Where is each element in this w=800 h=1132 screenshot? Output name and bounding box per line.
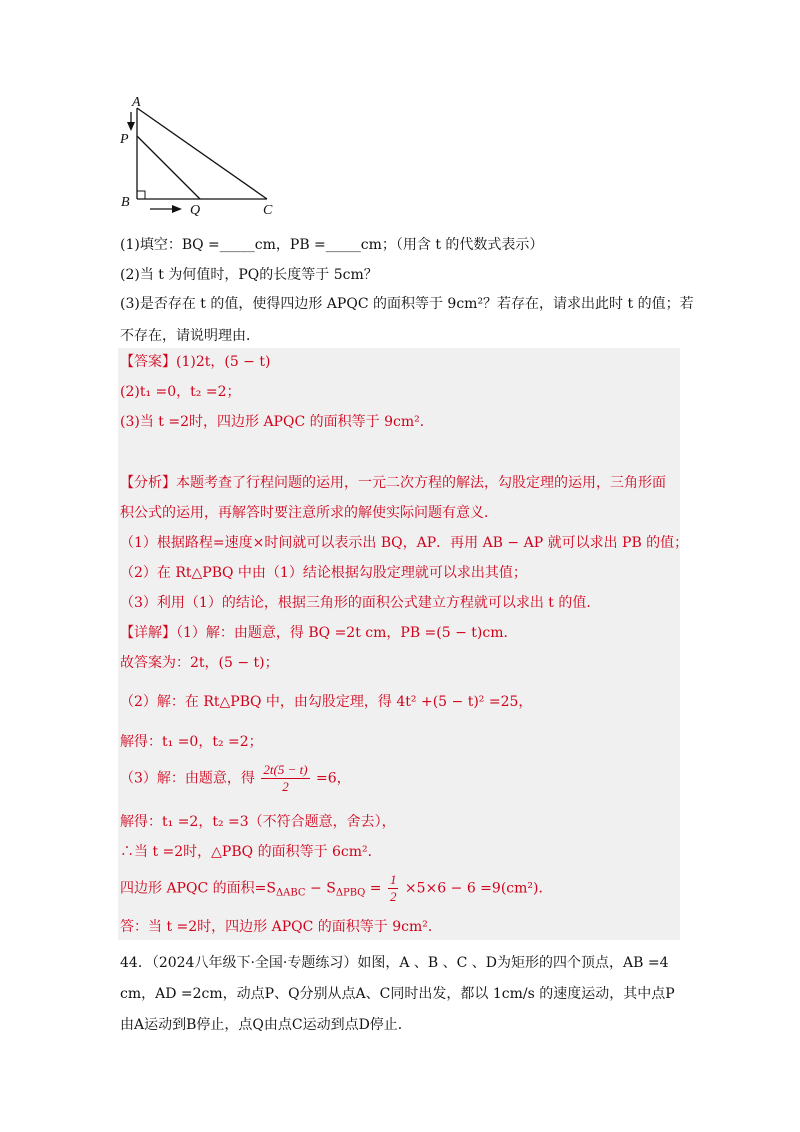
detail-label: 【详解】 — [120, 625, 176, 641]
detail-3-suffix: =6， — [315, 770, 351, 787]
detail-line-1b: 故答案为：2t，(5 − t)； — [120, 655, 279, 671]
final-answer: 答：当 t =2时，四边形 APQC 的面积等于 9cm²． — [120, 919, 442, 935]
subscript-abc: ΔABC — [275, 887, 306, 899]
answer-1-text: (1)2t，(5 − t) — [176, 354, 271, 370]
answer-part-2: (2)t₁ =0，t₂ =2； — [120, 384, 241, 400]
detail-3d-suffix: ×5×6 − 6 =9(cm²)． — [404, 880, 553, 897]
detail-line-2: （2）解：在 Rt△PBQ 中，由勾股定理，得 4t² +(5 − t)² =25， — [120, 694, 533, 710]
segment-ac — [137, 108, 267, 199]
detail-1-text: （1）解：由题意，得 BQ =2t cm，PB =(5 − t)cm． — [176, 625, 518, 641]
detail-3b-text: 解得：t₁ =2，t₂ =3 — [120, 814, 249, 830]
fraction-one-half — [388, 872, 399, 905]
detail-line-3 — [120, 762, 351, 795]
answer-label: 【答案】 — [120, 354, 176, 370]
label-c: C — [263, 203, 273, 218]
question-part-3-line-2: 不存在，请说明理由． — [120, 328, 260, 344]
detail-3d-mid: − S — [305, 880, 336, 897]
next-problem-line-2: cm，AD =2cm，动点P、Q分别从点A、C同时出发，都以 1cm/s 的速度运动，其中点P — [120, 986, 675, 1002]
analysis-step-1: （1）根据路程=速度×时间就可以表示出 BQ，AP．再用 AB − AP 就可以求出 PB 的值； — [120, 535, 689, 551]
analysis-line-1 — [120, 473, 666, 493]
fraction-denominator: 2 — [282, 779, 289, 794]
half-numerator: 1 — [389, 872, 397, 887]
question-part-2: (2)当 t 为何值时，PQ的长度等于 5cm？ — [120, 267, 378, 283]
analysis-label: 【分析】 — [120, 475, 176, 491]
question-part-3-line-1: (3)是否存在 t 的值，使得四边形 APQC 的面积等于 9cm²？若存在，请求出此时 t 的值；若 — [120, 296, 694, 312]
arrow-down-icon — [127, 112, 135, 131]
detail-3b-note: （不符合题意，舍去）， — [248, 814, 396, 830]
detail-line-3c: ∴当 t =2时，△PBQ 的面积等于 6cm²． — [120, 844, 382, 860]
label-b: B — [121, 195, 130, 210]
fraction-numerator: 2t(5 − t) — [263, 762, 308, 777]
subscript-pbq: ΔPBQ — [335, 887, 366, 899]
right-angle-mark — [137, 191, 145, 199]
arrow-right-icon — [150, 205, 182, 213]
detail-line-1 — [120, 623, 518, 643]
detail-3d-eq: = — [365, 880, 382, 897]
analysis-line-2: 积公式的运用，再解答时要注意所求的解使实际问题有意义． — [120, 505, 498, 521]
half-denominator: 2 — [389, 889, 397, 904]
question-part-1: (1)填空：BQ =_____cm，PB =_____cm；（用含 t 的代数式表示） — [120, 237, 544, 253]
triangle-figure — [110, 92, 290, 222]
answer-part-3: (3)当 t =2时，四边形 APQC 的面积等于 9cm²． — [120, 414, 434, 430]
answer-part-1 — [120, 352, 270, 372]
detail-3-prefix: （3）解：由题意，得 — [120, 770, 255, 787]
label-a: A — [132, 95, 141, 110]
analysis-step-2: （2）在 Rt△PBQ 中由（1）结论根据勾股定理就可以求出其值； — [120, 565, 527, 581]
label-q: Q — [190, 203, 201, 218]
detail-line-2b: 解得：t₁ =0，t₂ =2； — [120, 734, 263, 750]
analysis-text-1: 本题考查了行程问题的运用，一元二次方程的解法，勾股定理的运用，三角形面 — [176, 475, 666, 491]
detail-line-3b — [120, 812, 396, 832]
detail-3d-prefix: 四边形 APQC 的面积=S — [120, 880, 276, 897]
next-problem-line-1: 44．（2024八年级下·全国·专题练习）如图，A 、B 、C 、D为矩形的四个顶点，AB =4 — [120, 955, 669, 971]
detail-line-3d — [120, 872, 552, 905]
analysis-step-3: （3）利用（1）的结论，根据三角形的面积公式建立方程就可以求出 t 的值． — [120, 595, 601, 611]
fraction-area-pbq — [261, 762, 309, 795]
next-problem-line-3: 由A运动到B停止，点Q由点C运动到点D停止． — [120, 1017, 412, 1033]
label-p: P — [120, 132, 129, 147]
